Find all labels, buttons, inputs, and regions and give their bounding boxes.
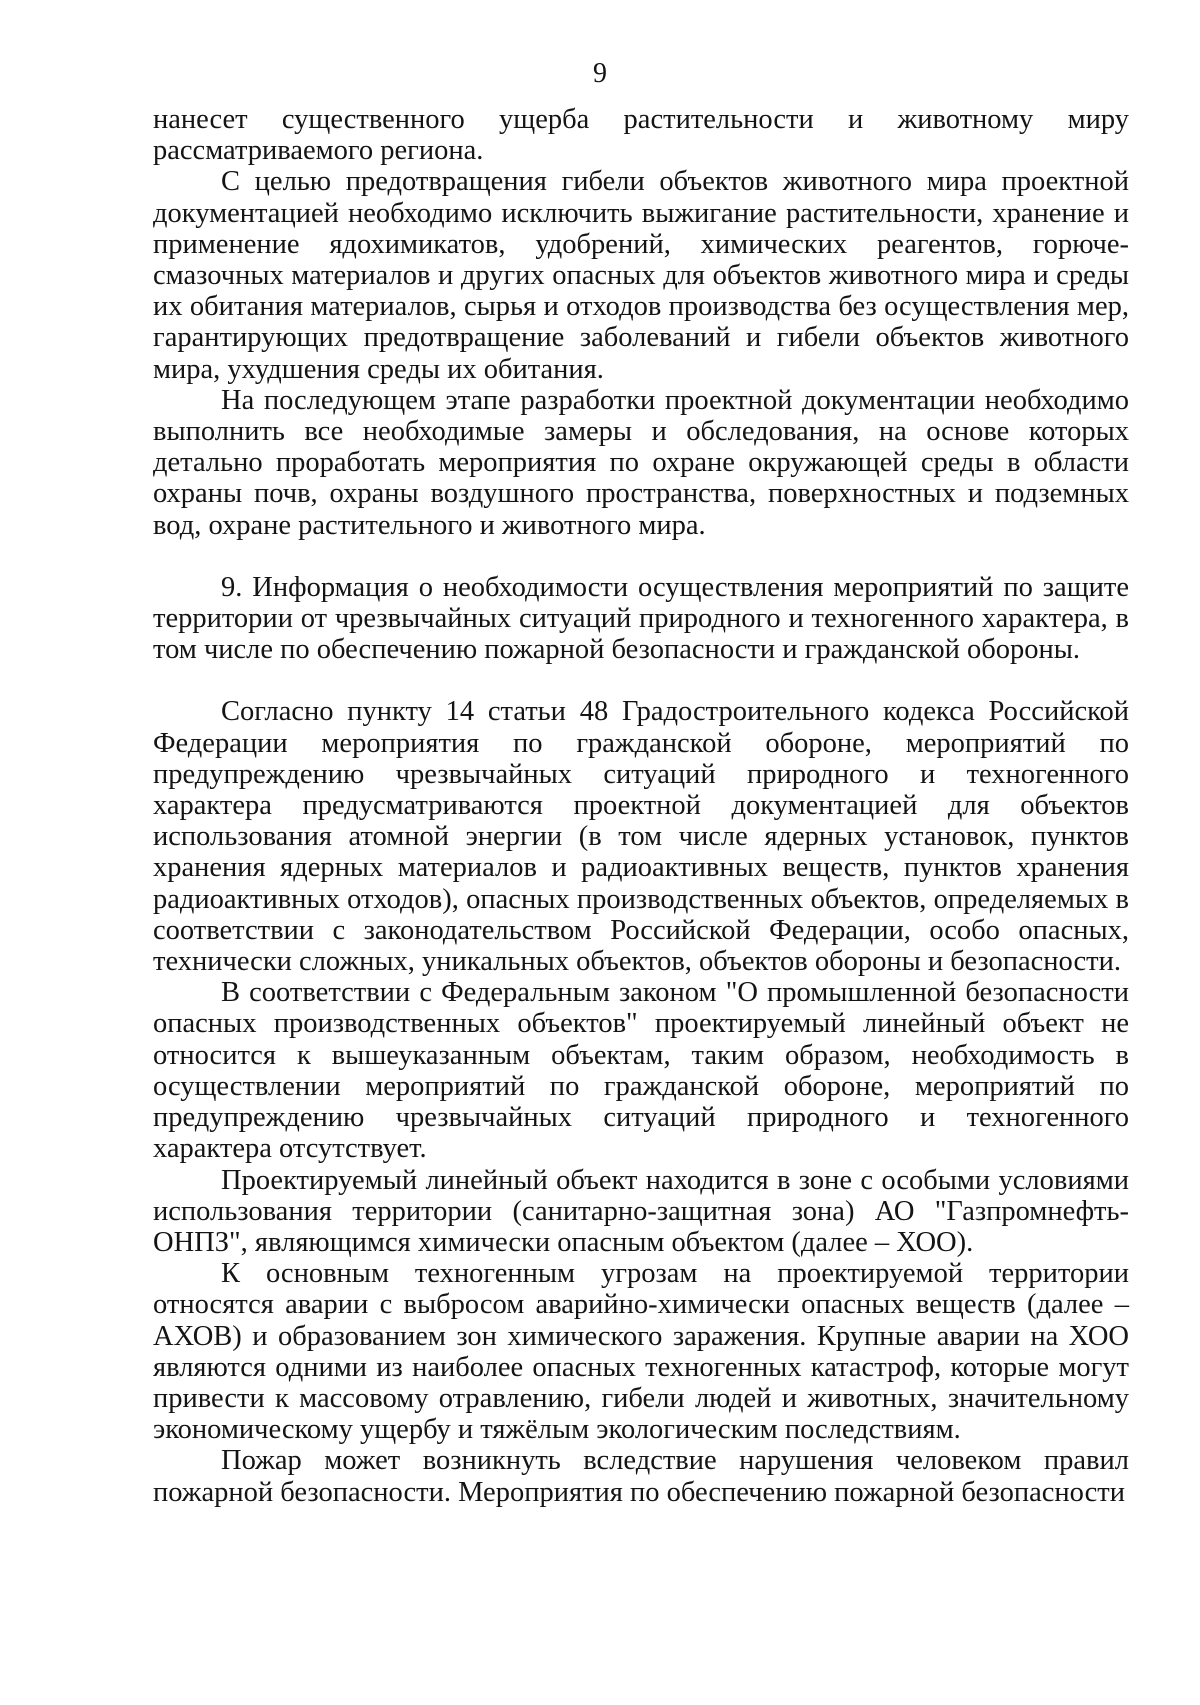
paragraph-sanitary-zone: Проектируемый линейный объект находится в зоне с особыми условиями использования территории (санитарно-защитная зона) АО "Газпромнефть-ОНПЗ", являющимся химически опасным объектом (далее – ХОО). (153, 1164, 1129, 1258)
section-heading-emergency: 9. Информация о необходимости осуществления мероприятий по защите территории от чрезвычайных ситуаций природного и техногенного характера, в том числе по обеспечению пожарной безопасности и гражданской обороны. (153, 571, 1129, 666)
paragraph-continuation: нанесет существенного ущерба растительности и животному миру рассматриваемого региона. (153, 104, 1129, 167)
paragraph-urban-code: Согласно пункту 14 статьи 48 Градостроительного кодекса Российской Федерации мероприятия по гражданской обороне, мероприятий по предупреждению чрезвычайных ситуаций природного и техногенного характера предусматриваются проектной документацией для объектов использования атомной энергии (в том числе ядерных установок, пунктов хранения ядерных материалов и радиоактивных веществ, пунктов хранения радиоактивных отходов), опасных производственных объектов, определяемых в соответствии с законодательством Российской Федерации, особо опасных, технически сложных, уникальных объектов, объектов обороны и безопасности. (153, 696, 1129, 978)
page-number: 9 (593, 58, 607, 89)
paragraph-next-stage: На последующем этапе разработки проектной документации необходимо выполнить все необходимые замеры и обследования, на основе которых детально проработать мероприятия по охране окружающей среды в области охраны почв, охраны воздушного пространства, поверхностных и подземных вод, охране растительного и животного мира. (153, 384, 1129, 541)
paragraph-fire-safety: Пожар может возникнуть вследствие нарушения человеком правил пожарной безопасности. Мероприятия по обеспечению пожарной безопасности (153, 1445, 1129, 1508)
paragraph-federal-law: В соответствии с Федеральным законом "О промышленной безопасности опасных производственных объектов" проектируемый линейный объект не относится к вышеуказанным объектам, таким образом, необходимость в осуществлении мероприятий по гражданской обороне, мероприятий по предупреждению чрезвычайных ситуаций природного и техногенного характера отсутствует. (153, 977, 1129, 1165)
document-body (153, 104, 1129, 1508)
paragraph-technogenic-threats: К основным техногенным угрозам на проектируемой территории относятся аварии с выбросом аварийно-химически опасных веществ (далее – АХОВ) и образованием зон химического заражения. Крупные аварии на ХОО являются одними из наиболее опасных техногенных катастроф, которые могут привести к массовому отравлению, гибели людей и животных, значительному экономическому ущербу и тяжёлым экологическим последствиям. (153, 1258, 1129, 1446)
paragraph-wildlife-protection: С целью предотвращения гибели объектов животного мира проектной документацией необходимо исключить выжигание растительности, хранение и применение ядохимикатов, удобрений, химических реагентов, горюче-смазочных материалов и других опасных для объектов животного мира и среды их обитания материалов, сырья и отходов производства без осуществления мер, гарантирующих предотвращение заболеваний и гибели объектов животного мира, ухудшения среды их обитания. (153, 166, 1129, 385)
